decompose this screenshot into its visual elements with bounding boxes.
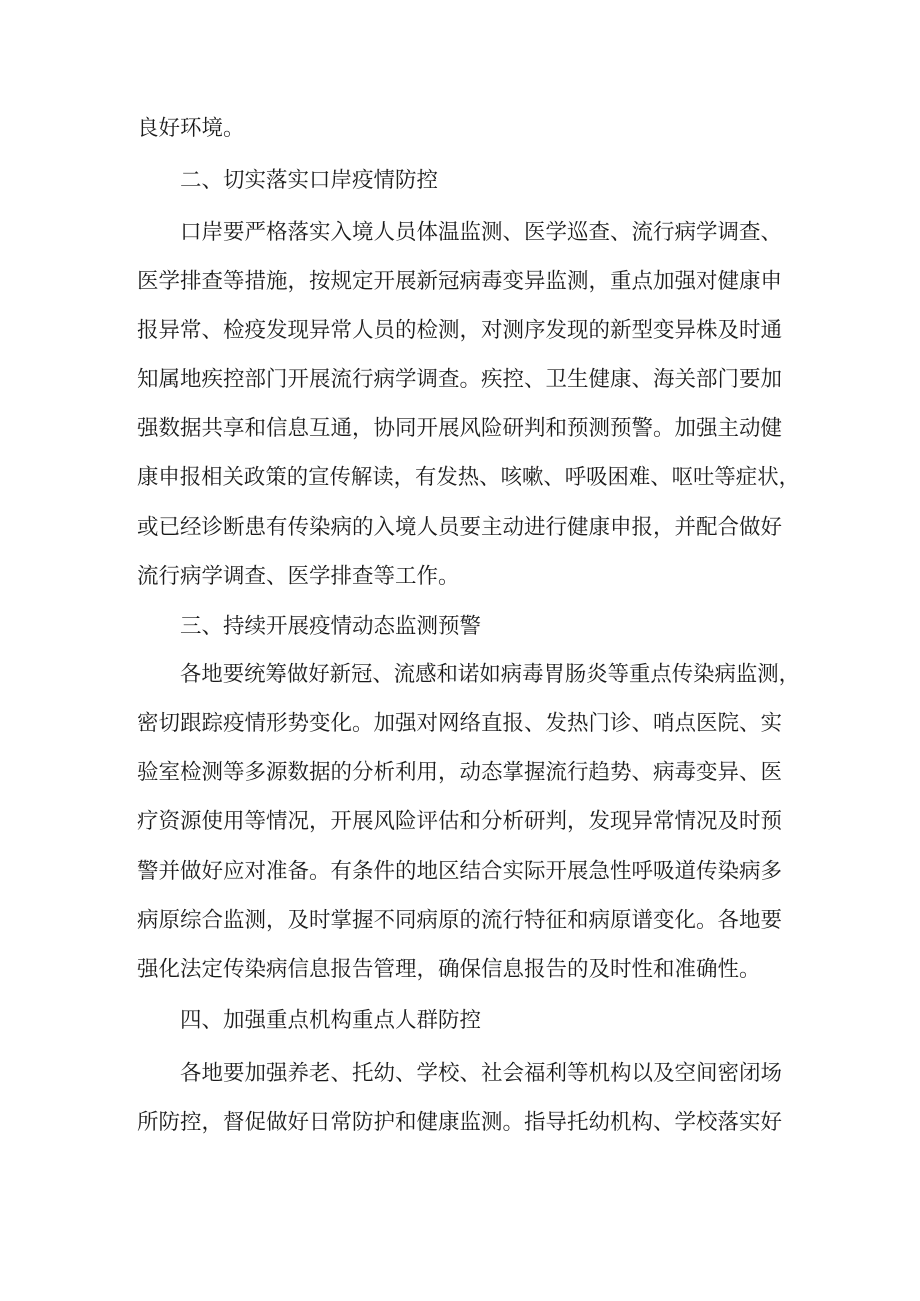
- paragraph-line: 强数据共享和信息互通，协同开展风险研判和预测预警。加强主动健: [137, 416, 783, 441]
- paragraph-line: 流行病学调查、医学排查等工作。: [137, 564, 460, 589]
- section-heading-4: 四、加强重点机构重点人群防控: [180, 1008, 482, 1033]
- paragraph-line: 警并做好应对准备。有条件的地区结合实际开展急性呼吸道传染病多: [137, 859, 783, 884]
- paragraph-line: 密切跟踪疫情形势变化。加强对网络直报、发热门诊、哨点医院、实: [137, 711, 783, 736]
- paragraph-line: 各地要加强养老、托幼、学校、社会福利等机构以及空间密闭场: [180, 1061, 783, 1086]
- paragraph-line: 康申报相关政策的宣传解读，有发热、咳嗽、呼吸困难、呕吐等症状，: [137, 465, 800, 490]
- text-line: 良好环境。: [137, 116, 245, 141]
- paragraph-line: 强化法定传染病信息报告管理，确保信息报告的及时性和准确性。: [137, 957, 761, 982]
- section-heading-3: 三、持续开展疫情动态监测预警: [180, 614, 482, 639]
- paragraph-line: 知属地疾控部门开展流行病学调查。疾控、卫生健康、海关部门要加: [137, 367, 783, 392]
- paragraph-line: 口岸要严格落实入境人员体温监测、医学巡查、流行病学调查、: [180, 220, 783, 245]
- paragraph-line: 医学排查等措施，按规定开展新冠病毒变异监测，重点加强对健康申: [137, 269, 783, 294]
- paragraph-line: 疗资源使用等情况，开展风险评估和分析研判，发现异常情况及时预: [137, 809, 783, 834]
- paragraph-line: 或已经诊断患有传染病的入境人员要主动进行健康申报，并配合做好: [137, 515, 783, 540]
- paragraph-line: 各地要统筹做好新冠、流感和诺如病毒胃肠炎等重点传染病监测，: [180, 662, 801, 687]
- paragraph-line: 报异常、检疫发现异常人员的检测，对测序发现的新型变异株及时通: [137, 318, 783, 343]
- section-heading-2: 二、切实落实口岸疫情防控: [180, 168, 439, 193]
- paragraph-line: 验室检测等多源数据的分析利用，动态掌握流行趋势、病毒变异、医: [137, 760, 783, 785]
- paragraph-line: 病原综合监测，及时掌握不同病原的流行特征和病原谱变化。各地要: [137, 908, 783, 933]
- paragraph-line: 所防控，督促做好日常防护和健康监测。指导托幼机构、学校落实好: [137, 1110, 783, 1135]
